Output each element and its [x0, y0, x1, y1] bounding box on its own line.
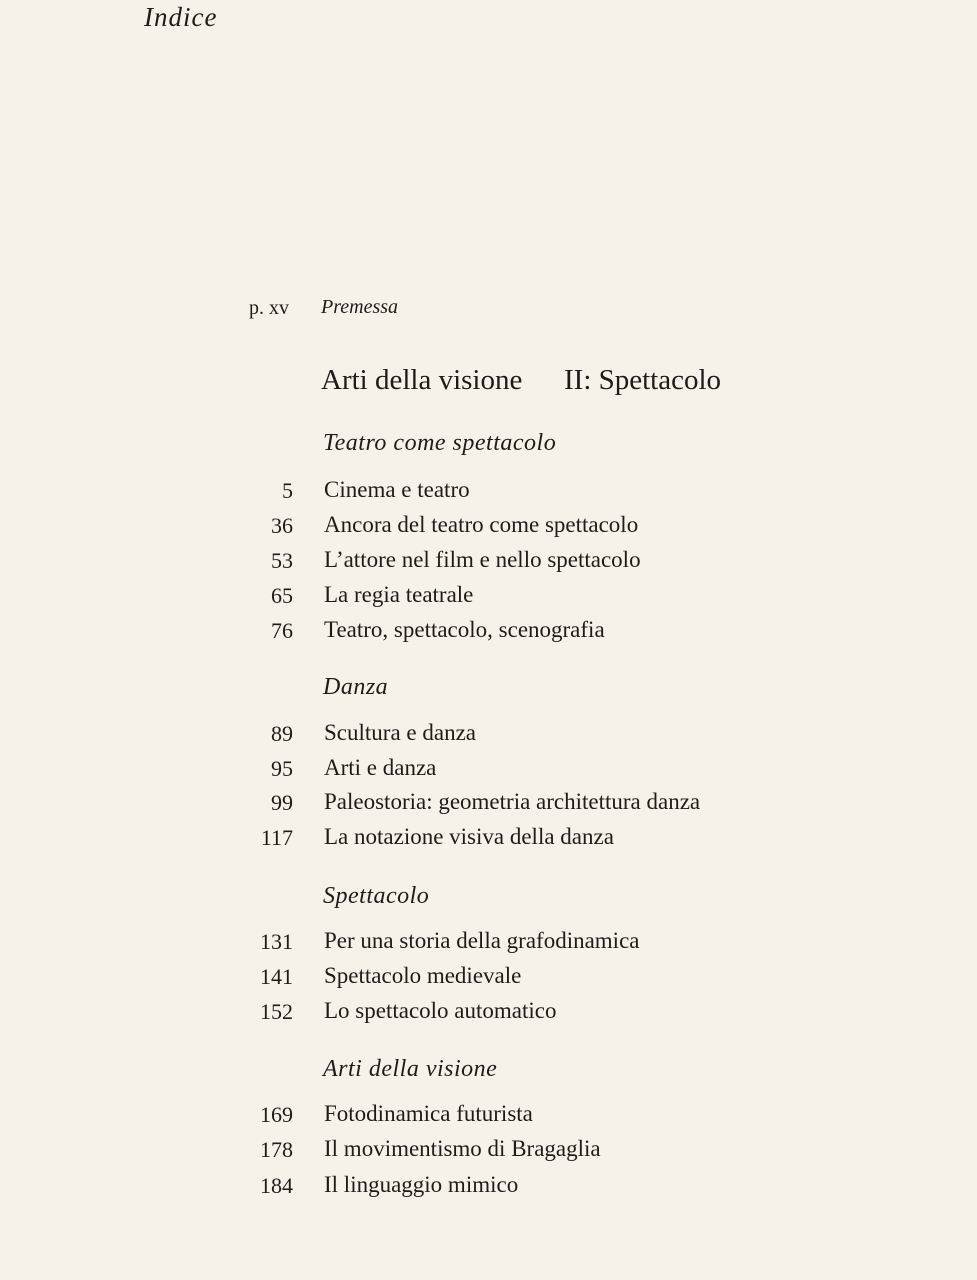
entry-page: 117 [260, 825, 293, 850]
entry-page: 65 [271, 583, 293, 608]
entry-page: 152 [260, 999, 293, 1024]
entry-page: 99 [271, 790, 293, 815]
entry-page: 36 [271, 513, 293, 538]
section-title: Teatro come spettacolo [323, 430, 557, 456]
section-title: Spettacolo [323, 883, 430, 909]
entry-page: 5 [282, 478, 293, 503]
entry-title: Cinema e teatro [324, 477, 470, 502]
entry-title: Lo spettacolo automatico [324, 998, 557, 1023]
entry-title: Il movimentismo di Bragaglia [324, 1136, 601, 1161]
part-title-left: Arti della visione [321, 364, 523, 396]
entry-page: 184 [260, 1173, 293, 1198]
section-title: Arti della visione [323, 1056, 498, 1082]
entry-title: Teatro, spettacolo, scenografia [324, 617, 605, 642]
section-title: Danza [323, 674, 389, 700]
entry-page: 53 [271, 548, 293, 573]
part-title-right: II: Spettacolo [564, 364, 722, 396]
entry-title: Paleostoria: geometria architettura danza [324, 789, 701, 814]
entry-page: 141 [260, 964, 293, 989]
entry-page: 178 [260, 1137, 293, 1162]
entry-page: 131 [260, 929, 293, 954]
entry-title: L’attore nel film e nello spettacolo [324, 547, 641, 572]
entry-title: Ancora del teatro come spettacolo [324, 512, 639, 537]
premessa-page: p. xv [249, 297, 289, 319]
entry-page: 95 [271, 756, 293, 781]
entry-page: 89 [271, 721, 293, 746]
entry-title: Arti e danza [324, 755, 437, 780]
entry-title: La notazione visiva della danza [324, 824, 614, 849]
entry-title: Il linguaggio mimico [324, 1172, 519, 1197]
entry-title: Scultura e danza [324, 720, 476, 745]
page-heading: Indice [144, 2, 218, 32]
entry-title: Spettacolo medievale [324, 963, 522, 988]
entry-title: La regia teatrale [324, 582, 474, 607]
entry-title: Fotodinamica futurista [324, 1101, 533, 1126]
premessa-title: Premessa [321, 296, 399, 318]
entry-title: Per una storia della grafodinamica [324, 928, 640, 953]
entry-page: 76 [271, 618, 293, 643]
entry-page: 169 [260, 1102, 293, 1127]
